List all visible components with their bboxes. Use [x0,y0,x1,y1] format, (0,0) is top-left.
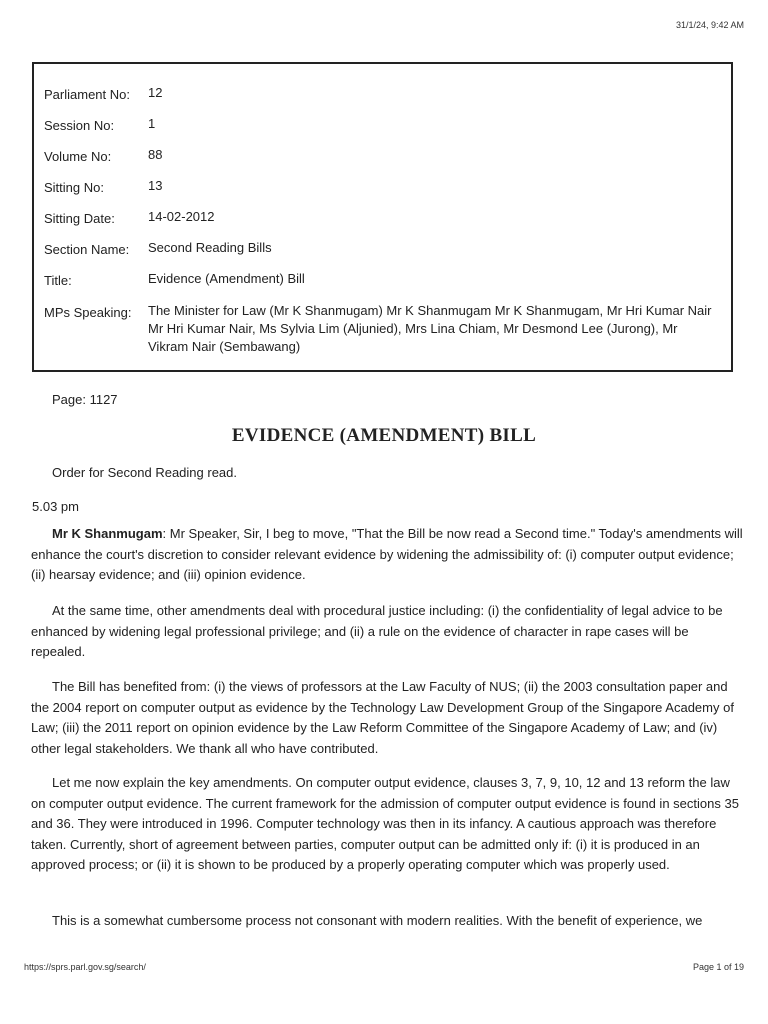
meta-label-parliament: Parliament No: [44,87,130,102]
speech-paragraph-1-text: : Mr Speaker, Sir, I beg to move, "That the Bill be now read a Second time." Today's amendments will enhance the court's discretion to consider relevant evidence by widening the admissibility of: (i) computer output evidence; (ii) hearsay evidence; and (iii) opinion evidence. [31,526,743,582]
meta-label-title: Title: [44,273,72,288]
meta-value-mps-speaking: The Minister for Law (Mr K Shanmugam) Mr K Shanmugam Mr K Shanmugam, Mr Hri Kumar Nair Mr Hri Kumar Nair, Ms Sylvia Lim (Aljunied), Mrs Lina Chiam, Mr Desmond Lee (Jurong), Mr Vikram Nair (Sembawang) [148,303,712,354]
metadata-box [32,62,733,372]
meta-label-sitting-no: Sitting No: [44,180,104,195]
meta-label-sitting-date: Sitting Date: [44,211,115,226]
meta-value-volume: 88 [148,147,163,162]
speech-paragraph-2: At the same time, other amendments deal with procedural justice including: (i) the confidentiality of legal advice to be enhanced by widening legal professional privilege; and (ii) a rule on the evidence of character in rape cases will be repealed. [31,603,723,659]
meta-value-session: 1 [148,116,156,131]
meta-value-sitting-no: 13 [148,178,163,193]
speaker-name: Mr K Shanmugam [52,526,163,541]
document-title: EVIDENCE (AMENDMENT) BILL [231,425,537,446]
meta-value-section-name: Second Reading Bills [148,240,272,255]
page-number-label: Page: 1127 [52,392,118,407]
meta-value-title: Evidence (Amendment) Bill [148,271,305,286]
print-timestamp: 31/1/24, 9:42 AM [675,20,744,30]
meta-value-sitting-date: 14-02-2012 [148,209,215,224]
footer-url: https://sprs.parl.gov.sg/search/ [24,962,146,972]
speech-paragraph-5: This is a somewhat cumbersome process not consonant with modern realities. With the benefit of experience, we [52,913,703,928]
meta-label-section-name: Section Name: [44,242,130,257]
order-reading-text: Order for Second Reading read. [52,465,237,480]
footer-page-count: Page 1 of 19 [692,962,744,972]
time-stamp: 5.03 pm [32,499,79,514]
speech-paragraph-1 [31,524,743,586]
speech-paragraph-3: The Bill has benefited from: (i) the views of professors at the Law Faculty of NUS; (ii) the 2003 consultation paper and the 2004 report on computer output as evidence by the Technology Law Development Group of the Singapore Academy of Law; (iii) the 2011 report on opinion evidence by the Law Reform Committee of the Singapore Academy of Law; and (iv) other legal stakeholders. We thank all who have contributed. [31,679,734,756]
meta-label-mps-speaking: MPs Speaking: [44,305,132,320]
meta-value-parliament: 12 [148,85,163,100]
meta-label-session: Session No: [44,118,115,133]
meta-label-volume: Volume No: [44,149,112,164]
speech-paragraph-4: Let me now explain the key amendments. On computer output evidence, clauses 3, 7, 9, 10, 12 and 13 reform the law on computer output evidence. The current framework for the admission of computer output evidence is found in sections 35 and 36. They were introduced in 1996. Computer technology was then in its infancy. A cautious approach was therefore taken. Currently, short of agreement between parties, computer output can be admitted only if: (i) it is produced in an approved process; or (ii) it is shown to be produced by a properly operating computer which was properly used. [31,775,739,872]
